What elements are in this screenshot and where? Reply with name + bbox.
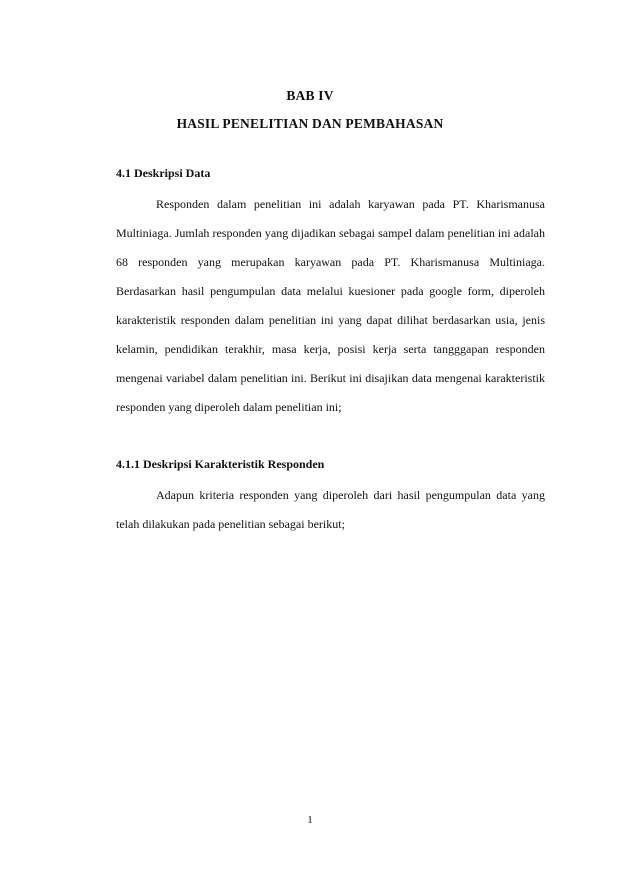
- paragraph-text: Adapun kriteria responden yang diperoleh dari hasil pengumpulan data yang telah dilakukan pada penelitian sebagai berikut;: [116, 488, 545, 531]
- section-paragraph-4-1-1: [116, 481, 545, 539]
- page-number: 1: [307, 814, 313, 826]
- section-heading-4-1: 4.1 Deskripsi Data: [116, 166, 211, 180]
- chapter-title: HASIL PENELITIAN DAN PEMBAHASAN: [176, 116, 444, 131]
- paragraph-text: Responden dalam penelitian ini adalah karyawan pada PT. Kharismanusa Multiniaga. Jumlah responden yang dijadikan sebagai sampel dalam penelitian ini adalah 68 responden yang merupakan karyawan pada PT. Kharismanusa Multiniaga. Berdasarkan hasil pengumpulan data melalui kuesioner pada google form, diperoleh karakteristik responden dalam penelitian ini yang dapat dilihat berdasarkan usia, jenis kelamin, pendidikan terakhir, masa kerja, posisi kerja serta tangggapan responden mengenai variabel dalam penelitian ini. Berikut ini disajikan data mengenai karakteristik responden yang diperoleh dalam penelitian ini;: [116, 197, 545, 414]
- section-paragraph-4-1: [116, 190, 545, 422]
- chapter-label: BAB IV: [286, 88, 334, 103]
- section-heading-4-1-1: 4.1.1 Deskripsi Karakteristik Responden: [116, 457, 325, 471]
